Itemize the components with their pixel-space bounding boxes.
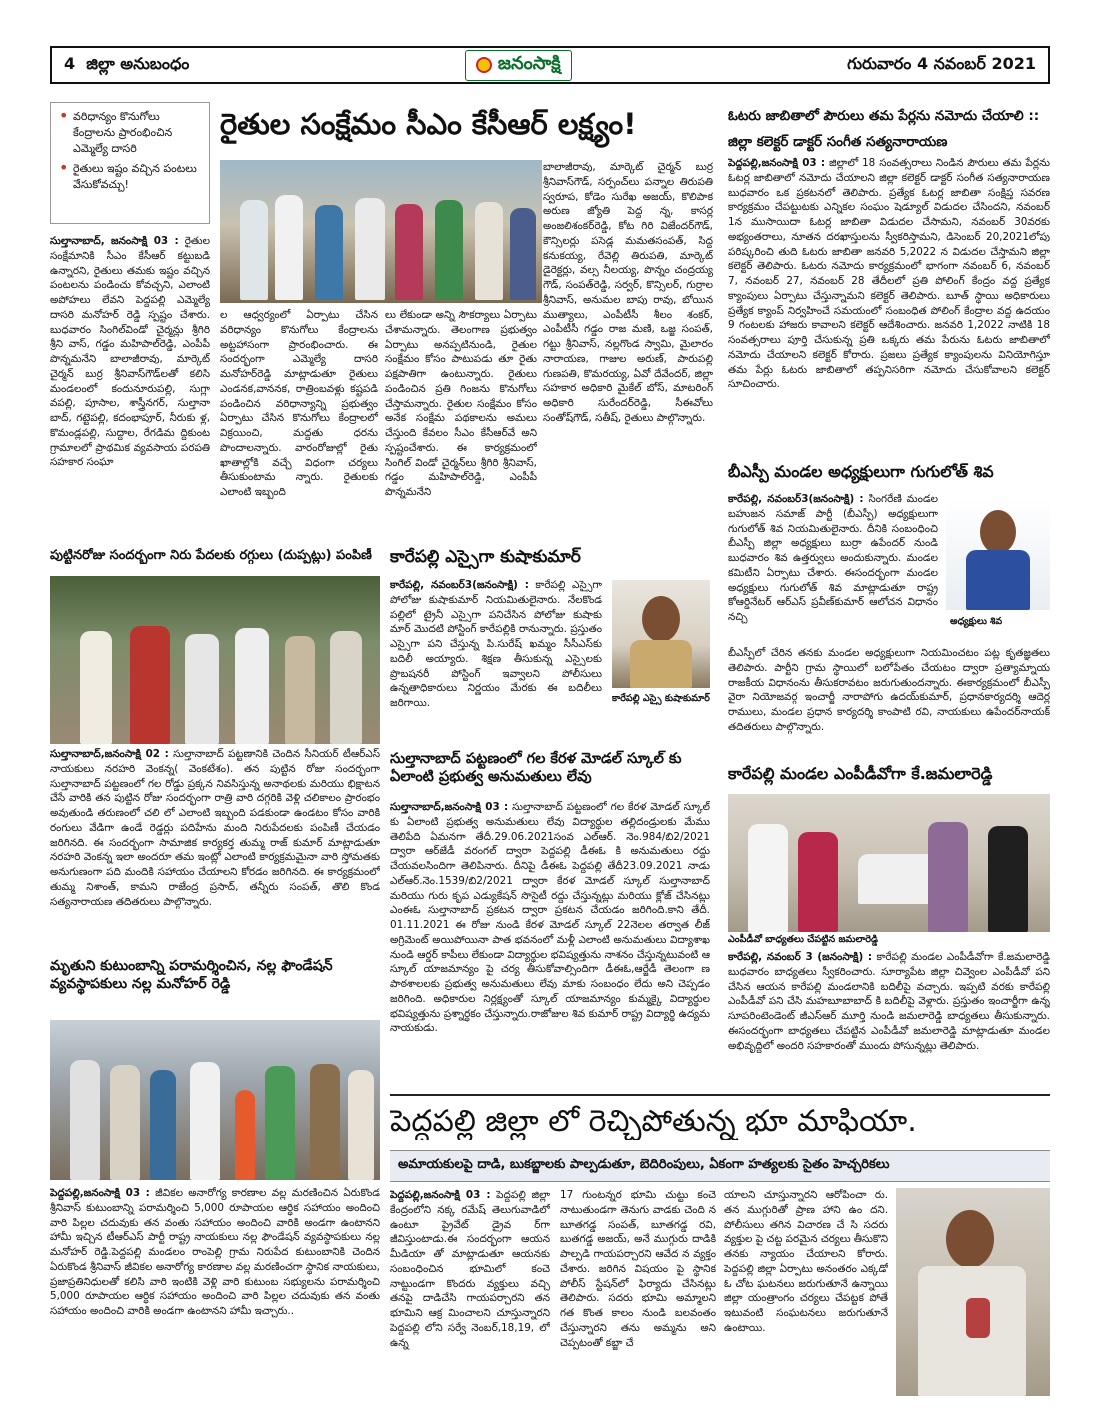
story5-text: సుల్తానాబాద్ పట్టణంలో గల కేరళ మోడల్ స్కూల్ కు ఏలాంటి ప్రభుత్వ అనుమతులు లేవు విద్యార్థుల తల్లిదండ్రులకు మేము తెలిపేది ఏమనగా తేదీ.29.06.2021సంవ ఎల్ఆర్. నెం.984/బి2/2021 ద్వారా ఆర్‌జేడీ వరంగల్ ద్వారా పెద్దపల్లి డీఈఓ కి అనుమతులు రద్దు చేయవలసిందిగా తెలిపినారు. దీనిపై డీఈఓ పెద్దపల్లి తేదీ23.09.2021 నాడు ఎల్ఆర్.నెం.1539/బి2/2021 ద్వారా కేరళ మోడల్ స్కూల్ సుల్తానాబాద్ మరియు గురు కృప ఎడ్యుకేషన్ సొసైటీ రద్దు చేస్తున్నట్లు మరియు క్లోజ్ చేసినట్లు ఎంఈఓ సుల్తానాబాద్ ప్రకటన ద్వారా ప్రకటన చేయడం జరిగింది.కాని తేదీ. 01.11.2021 ఈ రోజు నుండి కేరళ మోడల్ స్కూల్ 22నెలల తర్వాత లీజ్ అగ్రిమెంట్ అయిపోయినా పాత భవనంలో మళ్లీ ఎలాంటి అనుమతులు విద్యాశాఖ నుండి ఆర్డర్ కాపీలు లేకుండా విద్యార్థుల భవిష్యత్తును నాశనం చేస్తున్నటువంటి ఆ స్కూల్ యాజమాన్యం పై చర్య తీసుకోవాల్సిందిగా డీఈఓ,ఆర్జేడీ తెలంగా ణ పాఠశాలలకు ప్రభుత్వ అనుమతులు లేవు మాకు సంబంధం లేదు అని చెప్పడం జరిగింది. అధికారుల నిర్లక్ష్యంతో స్కూల్ యాజమాన్యం కుమ్మక్కై విద్యార్థుల భవిష్యత్తును ప్రశ్నార్థకం చేస్తున్నారు.రాజోజుల శివ కుమార్ రాష్ట్ర విద్యార్థి ఉద్యమ నాయకుడు. [390, 801, 710, 1035]
story8-photo [728, 794, 1050, 932]
story5-headline: సుల్తానాబాద్ పట్టణంలో గల కేరళ మోడల్ స్కూల్ కు ఏలాంటి ప్రభుత్వ అనుమతులు లేవు [390, 751, 682, 786]
story1-headline: రైతుల సంక్షేమం సీఎం కేసీఆర్ లక్ష్యం! [220, 107, 637, 141]
story3-photo [50, 1020, 380, 1180]
story1-col3: లు లేకుండా అన్ని సౌకర్యాలు ఏర్పాటు చేశామన్నారు. తెలంగాణ ప్రభుత్వం ఏర్పాటు అనప్పటినుండి, రైతుల సంక్షేమం కోసం పాటుపడు తూ రైతు పక్షపాతిగా ఉంటున్నారు. రైతులు పండించిన ప్రతి గింజను కొనుగోలు చేస్తామన్నారు. రైతుల సంక్షేమం కోసం అనేక సంక్షేమ పథకాలను అమలు చేస్తుంది కేవలం సీఎం కేసీఆర్‌వే అని స్పష్టంచేశారు. ఈ కార్యక్రమంలో సింగిల్ విండో చైర్మన్‌లు శ్రీగిరి శ్రీనివాస్, గడ్డం మహిపాల్‌రెడ్డి, ఎంపీపీ పొన్నమనేని [385, 309, 537, 499]
story1-col1 [50, 234, 210, 544]
issue-date: గురువారం 4 నవంబర్ 2021 [847, 53, 1036, 73]
story9-photo [896, 1188, 1050, 1396]
story7-caption: అధ్యక్షులు శివ [950, 616, 1003, 627]
story9-headline: పెద్దపల్లి జిల్లా లో రెచ్చిపోతున్న భూ మాఫియా. [390, 1104, 917, 1139]
story4-caption: కారేపల్లి ఎస్సై కుషాకుమార్ [612, 693, 710, 704]
story2-headline: పుట్టినరోజు సందర్భంగా నిరు పేదలకు రగ్గులు (దుప్పట్లు) పంపిణీ [50, 548, 372, 563]
highlight-item: • వరిధాన్యం కొనుగోలు కేంద్రాలను ప్రారంభించిన ఎమ్మెల్యే దాసరి [59, 109, 201, 157]
story3-body [50, 1186, 380, 1386]
story9-top-rule [390, 1094, 1050, 1096]
highlight-item: • రైతులు ఇష్టం వచ్చిన పంటలు వేసుకోవచ్చు! [59, 161, 201, 193]
story1-col2: ల ఆధ్వర్యంలో ఏర్పాటు చేసిన వరిధాన్యం కొనుగోలు కేంద్రాలను అట్టహాసంగా ప్రారంభించారు. ఈ సందర్భంగా ఎమ్మెల్యే దాసరి మనోహర్‌రెడ్డి మాట్లాడుతూ రైతులు ఎండనక,వాననక, రాత్రింబవళ్లు కష్టపడి పండించిన వరిధాన్యాన్ని ప్రభుత్వం ఏర్పాటు చేసిన కొనుగోలు కేంద్రాలలో విక్రయించి, మద్దతు ధరను పొందాలన్నారు. వారంరోజుల్లో రైతు ఖాతాల్లోకి వచ్చే విధంగా చర్యలు తీసుకుంటామ న్నారు. రైతులకు ఎలాంటి ఇబ్బంది [220, 309, 378, 499]
story7-body-top [728, 492, 938, 646]
story1-photo [220, 160, 542, 303]
story4-body [390, 578, 602, 748]
story8-dateline: కారేపల్లి, నవంబర్ 3 (జనంసాక్షి) : [728, 951, 873, 963]
story5-body [390, 800, 710, 1090]
story7-text: సింగరేణి మండల బహుజన సమాజ్ పార్టీ (బీఎస్పీ) అధ్యక్షులుగా గుగులోత్ శివ నియమితులైనారు. దీనికి సంబంధించి బీఎస్పీ జిల్లా అధ్యక్షులు బుర్రా ఉపేందర్ నుండి బుధవారం శివ ఉత్తర్వులు అందుకున్నారు. మండల కమిటీని ఏర్పాటు చేశారు. ఈసందర్భంగా మండల అధ్యక్షులు గుగులోత్ శివ మాట్లాడుతూ రాష్ట్ర కోఆర్డినేటర్ ఆర్ఎస్ ప్రవీణ్‌కుమార్ ఆలోచన విధానం నచ్చి [728, 493, 938, 624]
story6-dateline: పెద్దపల్లి,జనంసాక్షి 03 : [728, 157, 826, 169]
story3-dateline: పెద్దపల్లి,జనంసాక్షి 03 : [50, 1187, 150, 1199]
story9-subheadline: అమాయకులపై దాడి, బుకబ్జాలకు పాల్పడుతూ, బెదిరింపులు, ఏకంగా హత్యలకు సైతం హెచ్చరికలు [398, 1157, 890, 1172]
story4-headline: కారేపల్లి ఎస్సైగా కుషాకుమార్ [390, 547, 581, 567]
story9-text: పెద్దపల్లి జిల్లా కేంద్రంలోని నక్క రమేష్ తెలుగువాడిలో ఉంటూ ప్రైవేట్ డ్రైవ ర్‌గా జీవిస్తుంటాడు.ఈ సందర్భంగా ఆయన మీడియా తో మాట్లాడుతూ ఆయనకు సంబంధించిన భూమిలో కంచె నాట్టుండగా కొందరు వ్యక్తులు వచ్చి తనపై దాడిచేసి గాయపర్చారని తన భూమిని ఆక్ర మించాలని చూస్తున్నారని పెద్దపల్లి లోని సర్వే నెంబర్,18,19, లో ఉన్న [390, 1189, 550, 1349]
story7-photo [946, 498, 1050, 610]
story3-text: జీవికల అనారోగ్య కారణాల వల్ల మరణించిన ఏరుకొండ శ్రీనివాస్ కుటుంబాన్ని పరామర్శించి 5,000 రూపాయల ఆర్థిక సహాయం అందించి వారి పిల్లల చదువుకు తన వంతు సహాయం అందించి వారికి అండగా ఉంటానని హామీ ఇచ్చిన టీఆర్ఎస్ పార్టీ రాష్ట్ర నాయకులు నల్ల ఫౌండేషన్ వ్యవస్థాపకులు నల్ల మనోహర్ రెడ్డి.పెద్దపల్లి మండలం రాంపెల్లి గ్రామ నిరుపేద కుటుంబానికి చెందిన ఏరుకొండ శ్రీనివాస్ జీవికల అనారోగ్య కారణాల వల్ల మరణించగా స్థానిక నాయకులు, ప్రజాప్రతినిధులతో కలిసి వారి ఇంటికి వెళ్లి వారి కుటుంబ సభ్యులను పరామర్శించి 5,000 రూపాయల ఆర్థిక సహాయం అందించి వారి పిల్లల చదువుకు తన వంతు సహాయం అందించి వారికి అండగా ఉంటానని హామీ ఇచ్చారు.. [50, 1187, 380, 1318]
story1-col4: బాలాజీరావు, మార్కెట్ చైర్మన్ బుర్ర శ్రీనివాస్‌గౌడ్, సర్పంచ్‌లు పన్నాల తిరుపతి స్వరూప, కోడెం సురేఖ అజయ్, కొలిపాక అరుణ జ్యోతి పెద్ద న్న, కాసర్ల అంజలిశంకర్‌రెడ్డి, కోట గిరి విజేందర్‌గౌడ్, కౌన్సిలర్లు పసెడ్ల మమతసంపత్, సిద్ద కనుకయ్య, రేవెల్లి తిరుపతి, మార్కెట్ డైరెక్టర్లు, వల్స నీలయ్య, పొన్నం చంద్రయ్య గౌడ్, సంపత్‌రెడ్డి, సర్వర్, కొన్సిలర్, గుర్రాల శ్రీనివాస్, అనుమల బాపు రావు, బోయిన ముత్యాలు, ఎంపీటీసీ శీలం శంకర్, ఎంపీటీసీ గడ్డం రాజ మణి, ఒజ్జ సంపత్, గట్టు శ్రీనివాస్, నల్లగొండ స్వామి, మైలారం నారాయణ, గాజుల అరుణ్, పారుపల్లి గుణపతి, కొమరయ్య, ఏవో దేవేందర్, జిల్లా సహకార అధికారి మైకేల్ బోస్, మాటరింగ్ అధికారి సురేందర్‌రెడ్డి, సీఈవోలు సంతోష్‌గౌడ్, సతీష్, రైతులు పాల్గొన్నారు. [543, 161, 713, 425]
story2-body [50, 747, 380, 947]
story4-photo [612, 580, 710, 688]
section-name: జిల్లా అనుబంధం [86, 53, 190, 73]
brand-name: జనంసాక్షి [497, 52, 561, 74]
story8-body [728, 950, 1050, 1090]
story2-photo [50, 576, 380, 744]
story2-dateline: సుల్తానాబాద్,జనంసాక్షి 02 : [50, 748, 169, 760]
story1-dateline: సుల్తానాబాద్, జనంసాక్షి 03 : [50, 235, 179, 247]
story8-headline: కారేపల్లి మండల ఎంపీడీవోగా కే.జమలారెడ్డి [728, 764, 993, 783]
story7-headline: బీఎస్పీ మండల అధ్యక్షులుగా గుగులోత్ శివ [728, 462, 994, 481]
page-header [50, 46, 1050, 84]
story1-text: రైతుల సంక్షేమానికి సీఎం కేసీఆర్ కట్టుబడి ఉన్నారని, రైతులు తమకు ఇష్టం వచ్చిన పంటలను పండించు కోవచ్చని, ఎలాంటి అపోహలు లేవని పెద్దపల్లి ఎమ్మెల్యే దాసరి మనోహర్ రెడ్డి స్పష్టం చేశారు. బుధవారం సింగిల్‌విండో చైర్మన్లు శ్రీగిరి శ్రీని వాస్, గడ్డం మహిపాల్‌రెడ్డి, ఎంపీపీ పొన్నమనేని బాలాజీరావు, మార్కెట్ చైర్మన్ బుర్ర శ్రీనివాస్‌గౌడ్‌లతో కలిసి మండలంలో కందునూరుపల్లి, సుగ్లా వపల్లి, పూసాల, శాస్త్రీనగర్, సుల్తానా బాద్, గట్టెపల్లి, కదంభాపూర్, నీరుకు ళ్ల, కొమండ్లపల్లి, సుద్దాల, రేగడిమ ద్దికుంట గ్రామాలలో ప్రాథమిక వ్యవసాయ పరపతి సహకార సంఘా [50, 235, 210, 469]
story9-dateline: పెద్దపల్లి,జనంసాక్షి 03 : [390, 1189, 491, 1201]
story3-headline: మృతుని కుటుంబాన్ని పరామర్శించిన, నల్ల ఫౌండేషన్ వ్యవస్థాపకులు నల్ల మనోహర్ రెడ్డి [50, 958, 333, 992]
page-section [64, 54, 189, 77]
story5-dateline: సుల్తానాబాద్,జనంసాక్షి 03 : [390, 801, 509, 813]
story9-col1 [390, 1188, 550, 1400]
story9-col2: 17 గుంటన్నర భూమి చుట్టు కంచె నాటుతుండగా తెనుగు వాడకు చెంది న బూతగడ్డ సంపత్, బూతగడ్డ రవి, బుతగడ్డ అజయ్, అనే ముగ్గురు దాడికి పాల్పడి గాయపర్చారని ఆవేద న వ్యక్తం చేశారు. జరిగిన విషయం పై స్థానిక పోలీస్ స్టేషన్‌లో ఫిర్యాదు చేసినట్లు తెలిపారు. సదరు భూమి అమ్మాలని గత కొంత కాలం నుండి బలవంతం చేస్తున్నారని తను అమ్మను అని చెప్పటంతో కబ్జా చే [560, 1189, 716, 1349]
story9-subheadline-bar [390, 1150, 1050, 1182]
story7-dateline: కారేపల్లి, నవంబర్3(జనంసాక్షి) : [728, 493, 864, 505]
story8-caption: ఎంపీడీవో బాధ్యతలు చేపట్టిన జమలారెడ్డి [728, 934, 879, 945]
story7-body-bottom: బీఎస్పీలో చేరిన తనకు మండల అధ్యక్షులుగా నియమించటం పట్ల కృతజ్ఞతలు తెలిపారు. పార్టీని గ్రామ స్థాయిలో బలోపేతం చేయటం ద్వారా ప్రత్యామ్నాయ రాజకీయ విధానంను తీసుకరావటం జరుగుతుందన్నారు. ఈకార్యక్రమంలో బీఎస్పీ వైరా నియోజవర్గ ఇంచార్జీ నారాపోగు ఉదయ్‌కుమార్, ప్రధానకార్యదర్శి ఆదెర్ల రాములు, మండల ప్రధాన కార్యదర్శి కాంపాటి రవి, నాయకులు ఉపేందర్‌నాయక్ తదితరులు పాల్గొన్నారు. [728, 647, 1050, 733]
story2-text: సుల్తానాబాద్ పట్టణానికి చెందిన సీనియర్ టీఆర్ఎస్ నాయకులు నరహరి వెంకన్న( వెంకటేశం). తన పుట్టిన రోజు సందర్భంగా సుల్తానాబాద్ పట్టణంలో గల రోడ్డు ప్రక్కన నివసిస్తున్న అనాథలకు మరియు భిక్షాటన చేసే వారికి తన పుట్టిన రోజు సందర్భంగా రాత్రి వారి దగ్గరికి వెళ్లి చలికాలం ప్రారంభం అవుతుండి తరుణంలో చలి లో ఎలాంటి ఇబ్బంది పడకుండా ఉండటం కోసం వారికి రంగులు వేడిగా ఉండే రెడ్డర్లు పదిహేను మంది నిరుపేదలకు పంపిణీ చేయడం జరిగినది. ఈ సందర్భంగా సామాజిక కార్యకర్త తుమ్మ రాజ్ కుమార్ మాట్లాడుతూ నరహరి వెంకన్న ఇలా అందరూ తమ ఇంట్లో ఎలాంటి కార్యక్రమమైనా వారి స్తోమతకు అనుగుణంగా పది మందికి సహాయం చేయాలని కోరడం జరిగినది. ఈ కార్యక్రమంలో తుమ్మ నిశాంత్, కామని రాజేంద్ర ప్రసాద్, తన్నీరు సంపత్, తొలి కొండ సత్యనారాయణ తదితరులు పాల్గొన్నారు. [50, 748, 380, 908]
masthead-logo [465, 50, 572, 81]
story6-headline: ఓటరు జాబితాలో పౌరులు తమ పేర్లను నమోదు చేయాలి :: జిల్లా కలెక్టర్ డాక్టర్ సంగీత సత్యనారాయణ [728, 108, 1040, 150]
page-number: 4 [64, 53, 76, 73]
highlight-box [50, 102, 210, 224]
story4-text: కారేపల్లి ఎస్సైగా పోలోజు కుషాకుమార్ నియమితులైనారు. నేలకొండ పల్లిలో ట్రైనీ ఎస్సైగా పనిచేసిన పోలోజు కుషాకు మార్ మొదటి పోస్టింగ్ కారేపల్లికి రానున్నారు. ప్రస్తుతం ఎస్సైగా పని చేస్తున్న పి.సురేష్ ఖమ్మం సీసీఎస్‌కు బదిలీ అయ్యారు. శిక్షణ తీసుకున్న ఎస్సైలకు ప్రొబషనరీ పోస్టింగ్ ఇవ్వాలని పోలీసులు ఉన్నతాధికారులు నిర్ణయం మేరకు ఈ బదిలీలు జరిగాయి. [390, 579, 602, 710]
story4-dateline: కారేపల్లి, నవంబర్3(జనంసాక్షి) : [390, 579, 529, 591]
story8-text: కారేపల్లి మండల ఎంపీడీవోగా కే.జమలారెడ్డి బుధవారం బాధ్యతలు స్వీకరించారు. సూర్యాపేట జిల్లా చివ్వెంల ఎంపీడీవో పని చేసిన ఆయన కారేపల్లి మండలానికి బదిలీపై వచ్చారు. ఇప్పటి వరకు కారేపల్లి ఎంపీడీవో పని చేసి మహబూబాబాద్ కి బదిలీపై వెళ్లారు. ప్రస్తుతం ఇంచార్జీగా ఉన్న సూపరింటెండెంట్ జీఎస్ఆర్ మూర్తి నుండి జమలారెడ్డి బాధ్యతలు తీసుకున్నారు. ఈసందర్భంగా బాధ్యతలు చేపట్టిన ఎంపీడీవో జమలారెడ్డి మాట్లాడుతూ మండల అభివృద్దిలో అందరి సహకారంతో ముందు పోసున్నట్లు తెలిపారు. [728, 951, 1050, 1052]
story6-body [728, 156, 1050, 456]
brand-logo-icon [476, 57, 492, 73]
story9-col3: యాలని చూస్తున్నారని ఆరోపించా రు. తన ముగ్గురితో ప్రాణ హాని ఉం దని. పోలీసులు తగిన విచారణ చే సి సదరు వ్యక్తుల పై చట్ట పరమైన చర్యలు తీసుకొని తనకు న్యాయం చేయాలని కోరారు. పెద్దపల్లి జిల్లా ఏర్పాటు అనంతరం ఎక్కడో ఓ చోట ఘటనలు జరుగుతూనే ఉన్నాయి జిల్లా యంత్రాంగం చర్యలు చేపట్టక పోతే ఇటువంటి సంఘటనలు జరుగుతూనే ఉంటాయి. [724, 1189, 888, 1334]
story6-text: జిల్లాలో 18 సంవత్సరాలు నిండిన పౌరులు తమ పేర్లను ఓటర్ల జాబితాలో నమోదు చేయాలని జిల్లా కలెక్టర్ డాక్టర్ సంగీత సత్యనారాయణ బుధవారం ఒక ప్రకటనలో తెలిపారు. ప్రత్యేక ఓటర్ల జాబితా సంక్షిప్త సవరణ కార్యక్రమం చేపట్టుటకు ఎన్నికల సంఘం షెడ్యూల్ విడుదల చేసిందని, నవంబర్ 1న ముసాయిదా ఓటర్ల జాబితా విడుదల చేసామని, నవంబర్ 30వరకు అభ్యంతరాలు, నూతన దరఖాస్తులను స్వీకరిస్తామని, డిసెంబర్ 20,2021లోపు పరిష్కరించి తుది ఓటరు జాబితా జనవరి 5,2022 న విడుదల చేస్తామని జిల్లా కలెక్టర్ తెలిపారు. ఓటరు నమోదు కార్యక్రమంలో భాగంగా నవంబర్ 6, నవంబర్ 7, నవంబర్ 27, నవంబర్ 28 తేదీలలో ప్రతి పోలింగ్ కేంద్రం వద్ద ప్రత్యేక క్యాంపులు ఏర్పాటు చేస్తున్నామని కలెక్టర్ తెలిపారు. బూత్ స్థాయి అధికారులు ప్రత్యేక క్యాంప్ నిర్వహించే సమయంలో సంబంధిత పోలింగ్ కేంద్రాల వద్ద ఉదయం 9 గంటలకు హాజరు కావాలని కలెక్టర్ ఆదేశించారు. జనవరి 1,2022 నాటికి 18 సంవత్సరాలు పూర్తి చేసుకున్న ప్రతి ఒక్కరు తమ పేరును ఓటరు జాబితాలో నమోదు చేయాలని కలెక్టర్ కోరారు. ప్రజలు ప్రత్యేక క్యాంపులను వినియోగిస్తూ తమ పేర్లు ఓటరు జాబితాలో తప్పనిసరిగా నమోదు చేసుకోవాలని కలెక్టర్ సూచించారు. [728, 157, 1050, 391]
